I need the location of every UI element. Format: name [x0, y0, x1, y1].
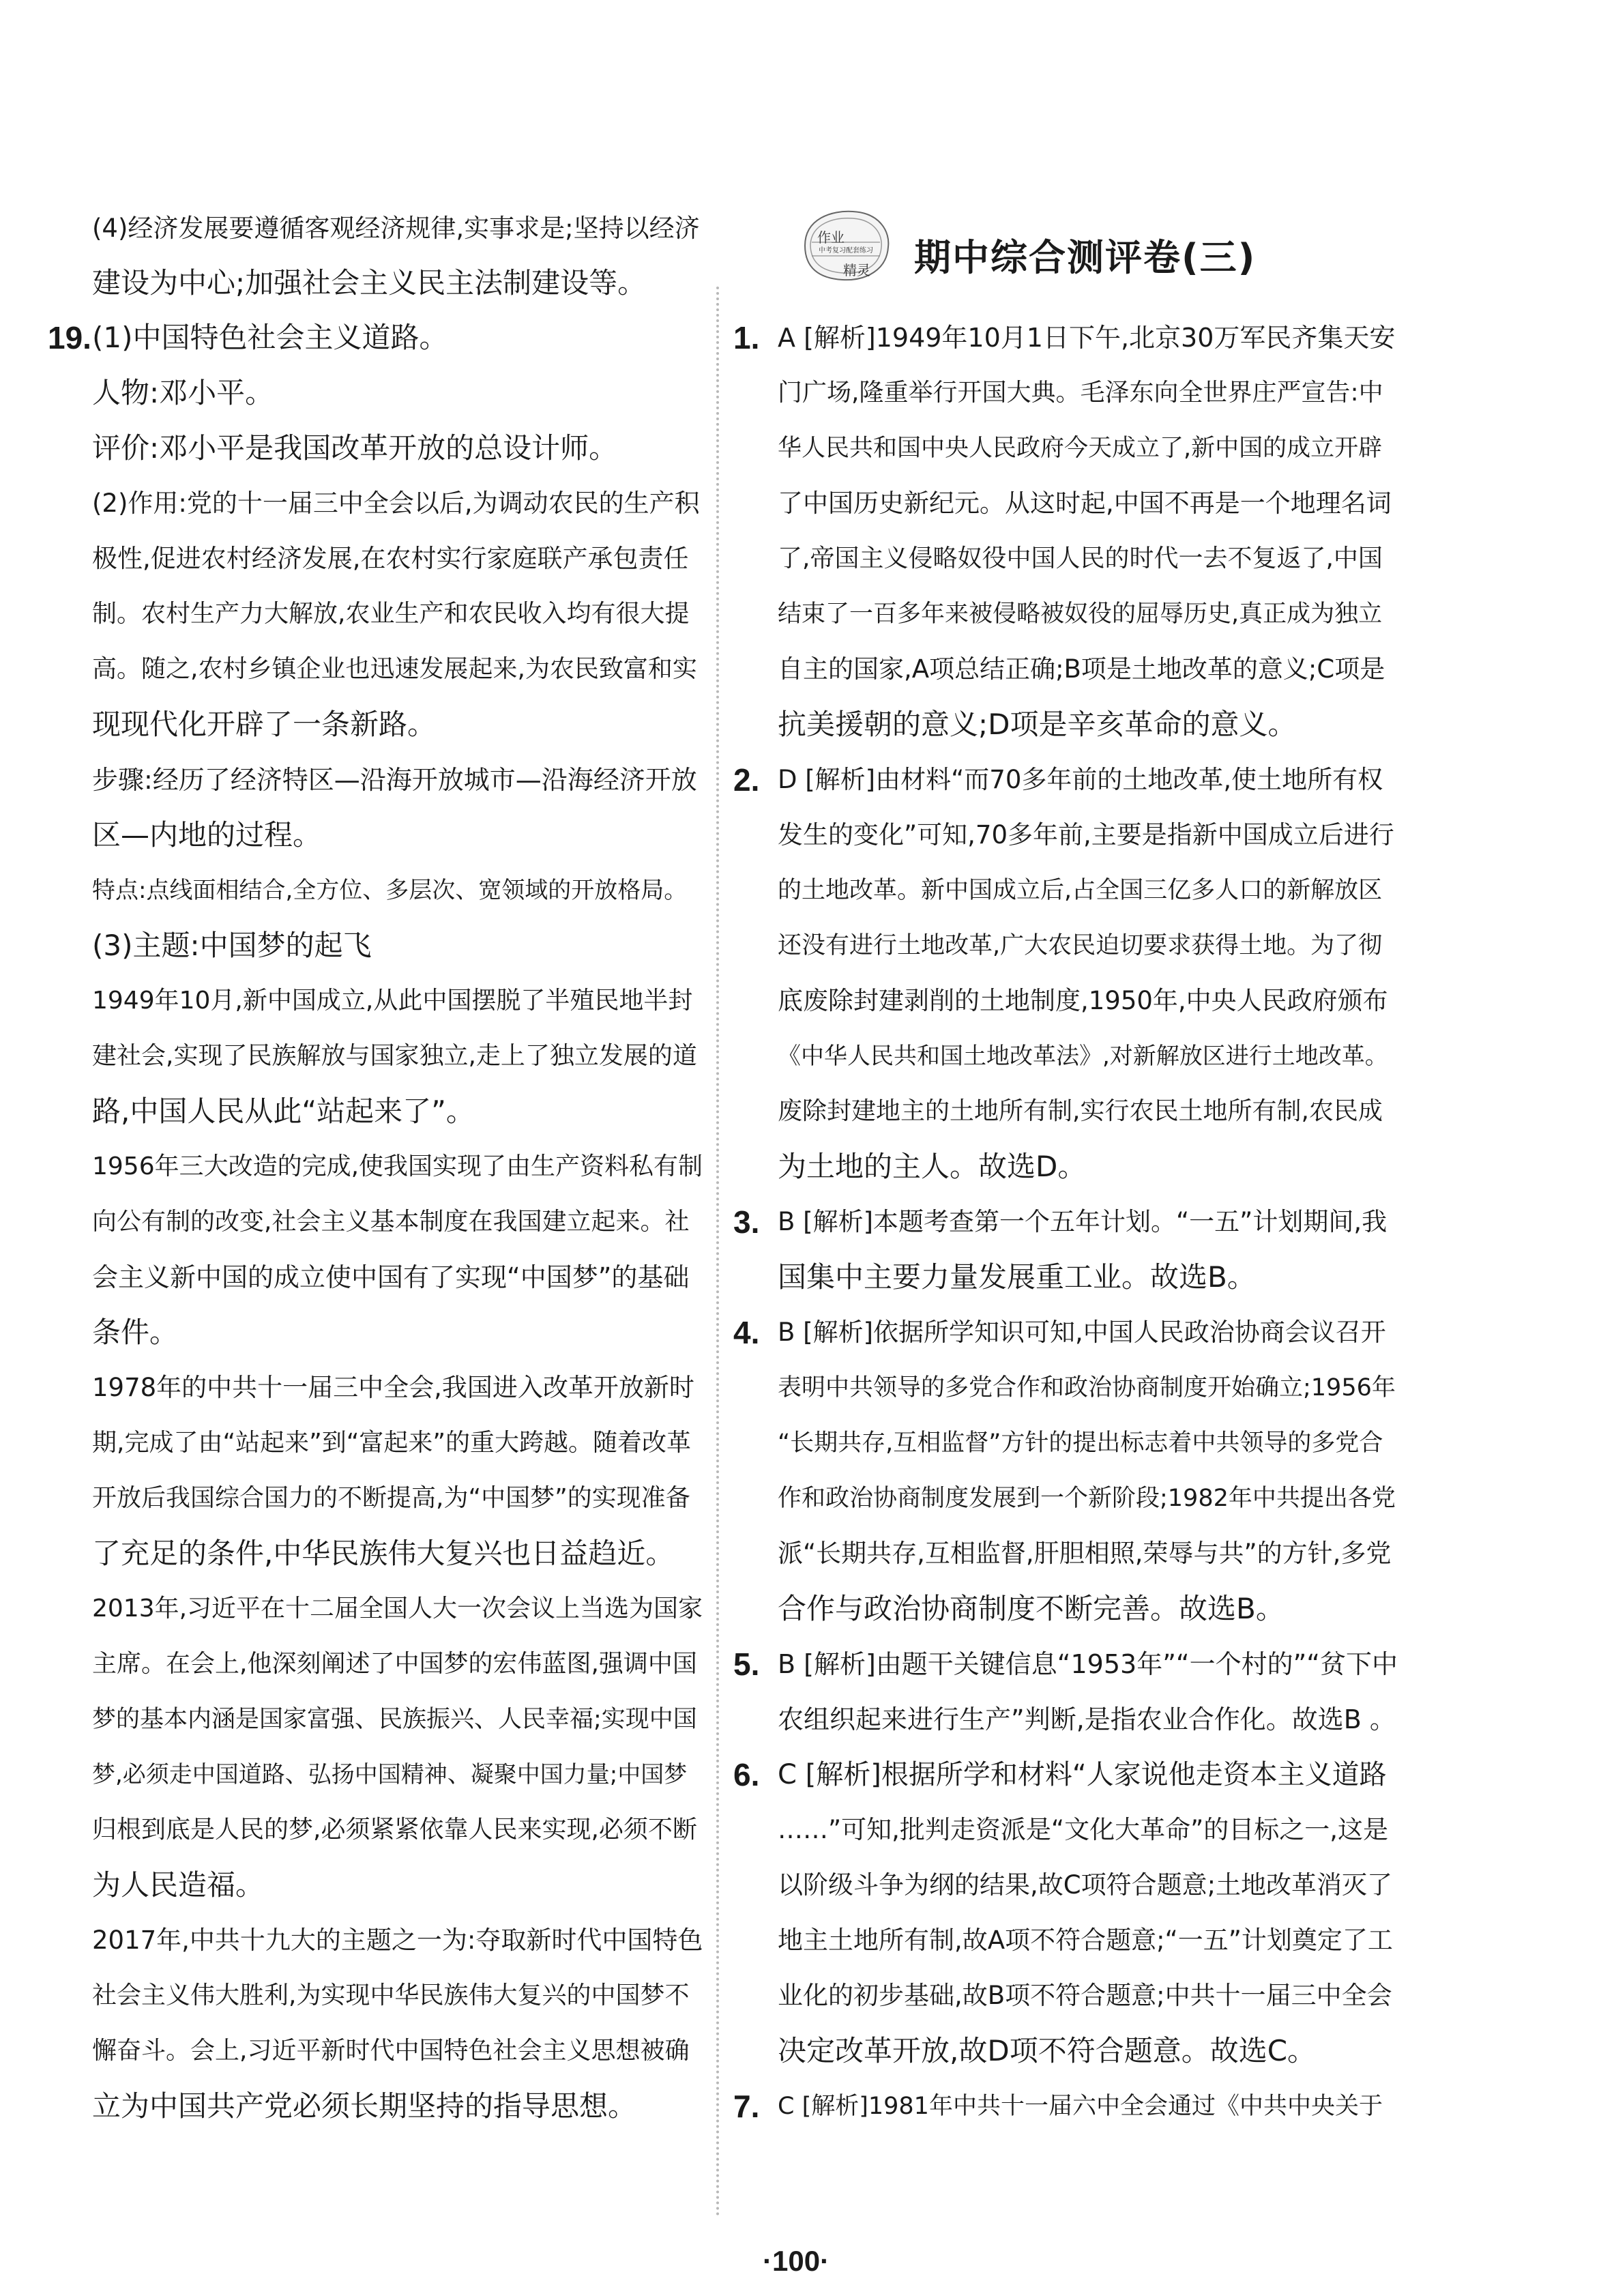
text-line: 1949年10月,新中国成立,从此中国摆脱了半殖民地半封 [92, 987, 693, 1015]
text-line: 立为中国共产党必须长期坚持的指导思想。 [92, 2089, 637, 2123]
text-line: 极性,促进农村经济发展,在农村实行家庭联产承包责任 [92, 544, 689, 573]
text-line: 华人民共和国中央人民政府今天成立了,新中国的成立开辟 [778, 435, 1383, 462]
page-number: ·100· [763, 2245, 830, 2277]
text-line: 主席。在会上,他深刻阐述了中国梦的宏伟蓝图,强调中国 [92, 1650, 697, 1678]
text-line: 会主义新中国的成立使中国有了实现“中国梦”的基础 [92, 1262, 690, 1292]
answer-first-line: C [解析]根据所学和材料“人家说他走资本主义道路 [778, 1759, 1387, 1790]
text-line: 梦,必须走中国道路、弘扬中国精神、凝聚中国力量;中国梦 [92, 1761, 688, 1788]
answer-first-line: A [解析]1949年10月1日下午,北京30万军民齐集天安 [778, 323, 1396, 353]
text-line: 开放后我国综合国力的不断提高,为“中国梦”的实现准备 [92, 1484, 690, 1512]
text-line: 期,完成了由“站起来”到“富起来”的重大跨越。随着改革 [92, 1429, 692, 1457]
answer-number: 3. [733, 1204, 760, 1240]
answer-number: 6. [733, 1757, 760, 1792]
text-line: 制。农村生产力大解放,农业生产和农民收入均有很大提 [92, 600, 690, 628]
text-line: 2017年,中共十九大的主题之一为:夺取新时代中国特色 [92, 1926, 703, 1955]
text-line: 梦的基本内涵是国家富强、民族振兴、人民幸福;实现中国 [92, 1706, 697, 1733]
answer-first-line: B [解析]由题干关键信息“1953年”“一个村的”“贫下中 [778, 1649, 1398, 1679]
text-line: 条件。 [92, 1316, 179, 1349]
answer-first-line: D [解析]由材料“而70多年前的土地改革,使土地所有权 [778, 765, 1383, 794]
text-line: 1978年的中共十一届三中全会,我国进入改革开放新时 [92, 1373, 694, 1402]
column-divider [716, 287, 719, 2218]
answer-first-line: B [解析]依据所学知识可知,中国人民政治协商会议召开 [778, 1318, 1386, 1347]
question-number: 19. [48, 320, 91, 355]
text-line: 现现代化开辟了一条新路。 [92, 708, 437, 741]
text-line: 结束了一百多年来被侵略被奴役的屈辱历史,真正成为独立 [778, 600, 1383, 628]
section-header [798, 205, 1276, 293]
text-line: 归根到底是人民的梦,必须紧紧依靠人民来实现,必须不断 [92, 1816, 697, 1844]
text-line: 以阶级斗争为纲的结果,故C项符合题意;土地改革消灭了 [778, 1870, 1393, 1900]
text-line: 发生的变化”可知,70多年前,主要是指新中国成立后进行 [778, 820, 1394, 849]
section-title: 期中综合测评卷(三) [914, 236, 1257, 279]
text-line: 步骤:经历了经济特区—沿海开放城市—沿海经济开放 [92, 765, 697, 795]
emblem-bottom-text: 精灵 [843, 262, 870, 278]
text-line: 区—内地的过程。 [92, 818, 322, 852]
text-line: 1956年三大改造的完成,使我国实现了由生产资料私有制 [92, 1152, 703, 1180]
answer-number: 4. [733, 1315, 760, 1350]
text-line: (1)中国特色社会主义道路。 [92, 321, 448, 354]
text-line: 了充足的条件,中华民族伟大复兴也日益趋近。 [92, 1537, 675, 1570]
text-line: 建设为中心;加强社会主义民主法制建设等。 [92, 266, 647, 300]
answer-number: 7. [733, 2089, 760, 2124]
text-line: (2)作用:党的十一届三中全会以后,为调动农民的生产积 [92, 489, 700, 518]
answer-number: 5. [733, 1646, 760, 1682]
emblem-top-text: 作业 [817, 229, 845, 246]
text-line: 派“长期共存,互相监督,肝胆相照,荣辱与共”的方针,多党 [778, 1539, 1392, 1568]
text-line: 废除封建地主的土地所有制,实行农民土地所有制,农民成 [778, 1097, 1383, 1125]
text-line: 人物:邓小平。 [92, 376, 274, 409]
text-line: 评价:邓小平是我国改革开放的总设计师。 [92, 431, 618, 465]
text-line: 2013年,习近平在十二届全国人大一次会议上当选为国家 [92, 1595, 703, 1623]
text-line: 路,中国人民从此“站起来了”。 [92, 1094, 475, 1128]
text-line: 社会主义伟大胜利,为实现中华民族伟大复兴的中国梦不 [92, 1981, 690, 2009]
text-line: 农组织起来进行生产”判断,是指农业合作化。故选B 。 [778, 1704, 1396, 1734]
text-line: 懈奋斗。会上,习近平新时代中国特色社会主义思想被确 [92, 2037, 690, 2065]
emblem-middle-text: 中考复习配套练习 [819, 247, 873, 255]
emblem-icon [798, 205, 894, 287]
text-line: 门广场,隆重举行开国大典。毛泽东向全世界庄严宣告:中 [778, 379, 1383, 407]
text-line: 为人民造福。 [92, 1868, 265, 1902]
text-line: 国集中主要力量发展重工业。故选B。 [778, 1260, 1256, 1294]
answer-first-line: B [解析]本题考查第一个五年计划。“一五”计划期间,我 [778, 1207, 1388, 1236]
text-line: ……”可知,批判走资派是“文化大革命”的目标之一,这是 [778, 1815, 1389, 1844]
text-line: 高。随之,农村乡镇企业也迅速发展起来,为农民致富和实 [92, 655, 697, 683]
answer-number: 1. [733, 320, 760, 355]
text-line: 建社会,实现了民族解放与国家独立,走上了独立发展的道 [92, 1042, 697, 1070]
text-line: 为土地的主人。故选D。 [778, 1150, 1087, 1183]
text-line: 合作与政治协商制度不断完善。故选B。 [778, 1592, 1285, 1625]
text-line: 了中国历史新纪元。从这时起,中国不再是一个地理名词 [778, 489, 1392, 518]
text-line: 决定改革开放,故D项不符合题意。故选C。 [778, 2034, 1317, 2067]
answer-number: 2. [733, 762, 760, 798]
text-line: “长期共存,互相监督”方针的提出标志着中共领导的多党合 [778, 1429, 1383, 1457]
text-line: 抗美援朝的意义;D项是辛亥革命的意义。 [778, 708, 1297, 741]
text-line: 地主土地所有制,故A项不符合题意;“一五”计划奠定了工 [778, 1926, 1393, 1955]
text-line: 向公有制的改变,社会主义基本制度在我国建立起来。社 [92, 1208, 690, 1236]
text-line: 作和政治协商制度发展到一个新阶段;1982年中共提出各党 [778, 1485, 1396, 1512]
text-line: 《中华人民共和国土地改革法》,对新解放区进行土地改革。 [778, 1043, 1388, 1070]
text-line: 底废除封建剥削的土地制度,1950年,中央人民政府颁布 [778, 986, 1388, 1015]
text-line: (3)主题:中国梦的起飞 [92, 929, 372, 962]
text-line: 业化的初步基础,故B项不符合题意;中共十一届三中全会 [778, 1981, 1392, 2010]
text-line: 了,帝国主义侵略奴役中国人民的时代一去不复返了,中国 [778, 544, 1383, 572]
answer-first-line: C [解析]1981年中共十一届六中全会通过《中共中央关于 [778, 2093, 1383, 2120]
text-line: 还没有进行土地改革,广大农民迫切要求获得土地。为了彻 [778, 932, 1383, 959]
text-line: 特点:点线面相结合,全方位、多层次、宽领域的开放格局。 [92, 877, 688, 904]
text-line: 的土地改革。新中国成立后,占全国三亿多人口的新解放区 [778, 877, 1383, 904]
text-line: 表明中共领导的多党合作和政治协商制度开始确立;1956年 [778, 1374, 1396, 1401]
text-line: (4)经济发展要遵循客观经济规律,实事求是;坚持以经济 [92, 214, 700, 243]
text-line: 自主的国家,A项总结正确;B项是土地改革的意义;C项是 [778, 654, 1385, 684]
